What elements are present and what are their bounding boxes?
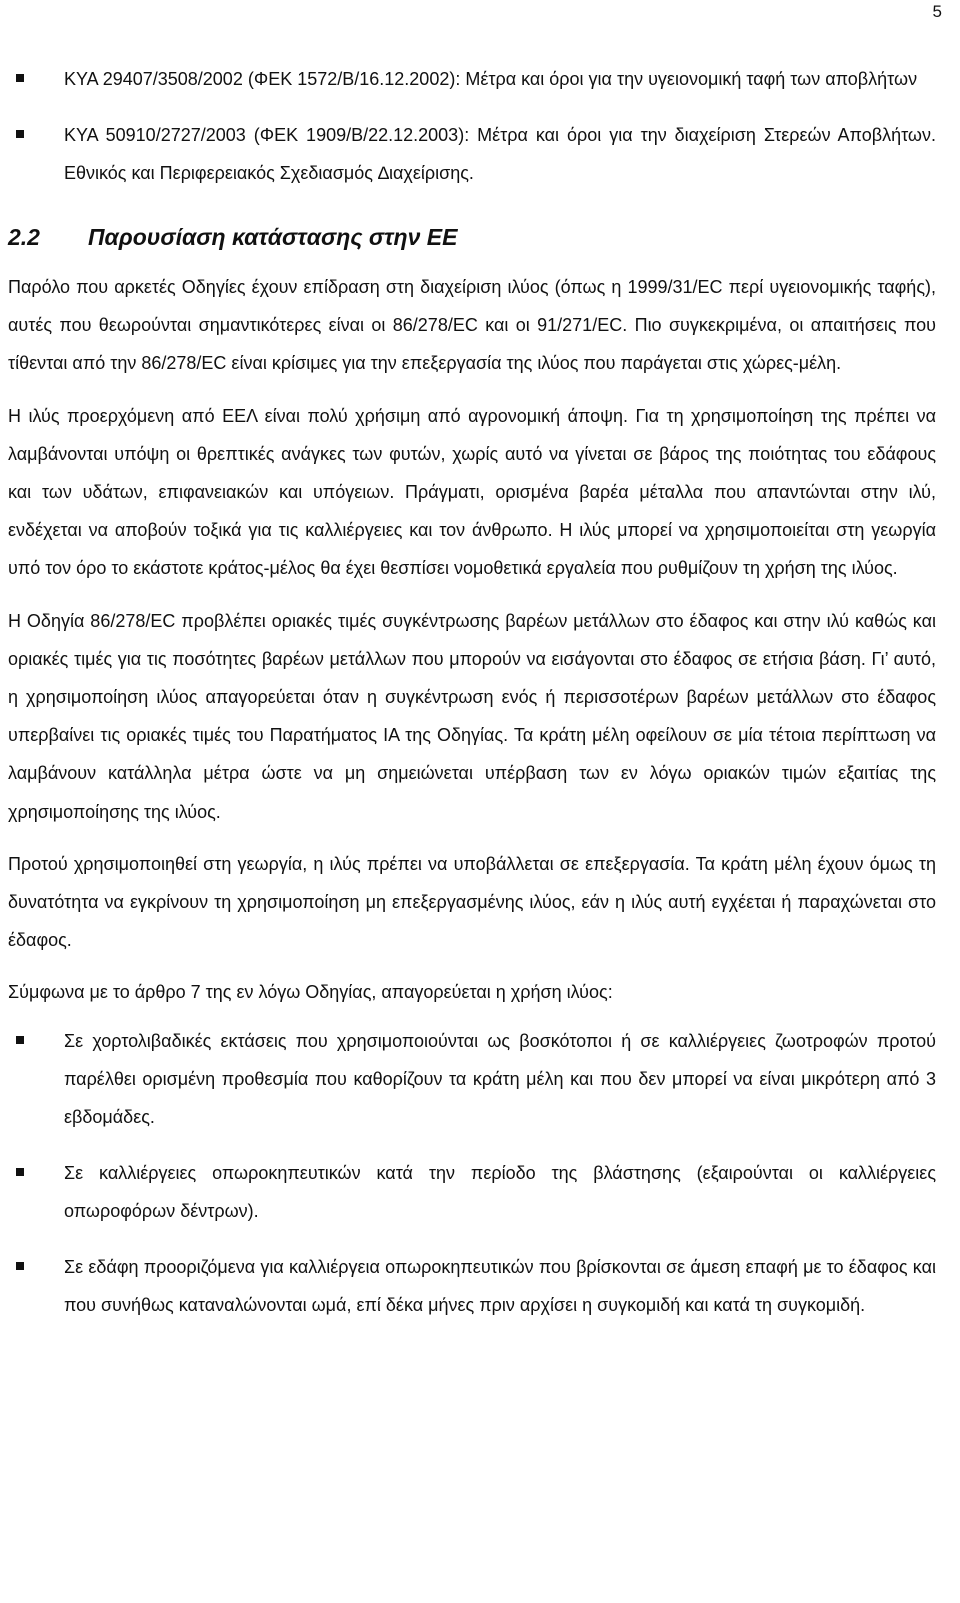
- list-item-text: Σε καλλιέργειες οπωροκηπευτικών κατά την περίοδο της βλάστησης (εξαιρούνται οι καλλιέργειες οπωροφόρων δέντρων).: [64, 1162, 936, 1221]
- square-bullet-icon: [16, 1036, 24, 1044]
- prohibition-list: [8, 1022, 936, 1324]
- square-bullet-icon: [16, 1168, 24, 1176]
- paragraph: Σύμφωνα με το άρθρο 7 της εν λόγω Οδηγίας, απαγορεύεται η χρήση ιλύος:: [8, 982, 613, 1003]
- list-item: [8, 60, 936, 98]
- list-item: [8, 1022, 936, 1136]
- legislation-list: [8, 60, 936, 192]
- list-item: [8, 1154, 936, 1230]
- square-bullet-icon: [16, 1262, 24, 1270]
- square-bullet-icon: [16, 74, 24, 82]
- page-number: 5: [932, 2, 942, 21]
- list-item-text: Σε χορτολιβαδικές εκτάσεις που χρησιμοποιούνται ως βοσκότοποι ή σε καλλιέργειες ζωοτροφών προτού παρέλθει ορισμένη προθεσμία που καθορίζουν τα κράτη μέλη και που δεν μπορεί να είναι μικρότερη από 3 εβδομάδες.: [64, 1030, 936, 1127]
- section-number: 2.2: [8, 224, 40, 250]
- document-body: [8, 60, 936, 1330]
- section-title: Παρουσίαση κατάστασης στην ΕΕ: [88, 224, 458, 250]
- list-item-text: ΚΥΑ 29407/3508/2002 (ΦΕΚ 1572/Β/16.12.2002): Μέτρα και όροι για την υγειονομική ταφή των αποβλήτων: [64, 69, 918, 89]
- paragraph: Η Οδηγία 86/278/ΕC προβλέπει οριακές τιμές συγκέντρωσης βαρέων μετάλλων στο έδαφος και στην ιλύ καθώς και οριακές τιμές για τις ποσότητες βαρέων μετάλλων που μπορούν να εισάγονται στο έδαφος σε ετήσια βάση. Γι’ αυτό, η χρησιμοποίηση ιλύος απαγορεύεται όταν η συγκέντρωση ενός ή περισσοτέρων βαρέων μετάλλων στο έδαφος υπερβαίνει τις οριακές τιμές του Παρατήματος ΙΑ της Οδηγίας. Τα κράτη μέλη οφείλουν σε μία τέτοια περίπτωση να λαμβάνουν κατάλληλα μέτρα ώστε να μη σημειώνεται υπέρβαση των εν λόγω οριακών τιμών εξαιτίας της χρησιμοποίησης της ιλύος.: [8, 610, 936, 822]
- list-item-text: ΚΥΑ 50910/2727/2003 (ΦΕΚ 1909/Β/22.12.2003): Μέτρα και όροι για την διαχείριση Στερεών Αποβλήτων. Εθνικός και Περιφερειακός Σχεδιασμός ∆ιαχείρισης.: [64, 125, 936, 183]
- list-item: [8, 1248, 936, 1324]
- list-item-text: Σε εδάφη προοριζόμενα για καλλιέργεια οπωροκηπευτικών που βρίσκονται σε άμεση επαφή με το έδαφος και που συνήθως καταναλώνονται ωμά, επί δέκα μήνες πριν αρχίσει η συγκομιδή και κατά τη συγκομιδή.: [64, 1256, 936, 1315]
- square-bullet-icon: [16, 130, 24, 138]
- paragraph: Παρόλο που αρκετές Οδηγίες έχουν επίδραση στη διαχείριση ιλύος (όπως η 1999/31/ΕC περί υγειονομικής ταφής), αυτές που θεωρούνται σημαντικότερες είναι οι 86/278/ΕC και οι 91/271/ΕC. Πιο συγκεκριμένα, οι απαιτήσεις που τίθενται από την 86/278/ΕC είναι κρίσιμες για την επεξεργασία της ιλύος που παράγεται στις χώρες-μέλη.: [8, 277, 936, 374]
- paragraph: Η ιλύς προερχόμενη από ΕΕΛ είναι πολύ χρήσιμη από αγρονομική άποψη. Για τη χρησιμοποίηση της πρέπει να λαμβάνονται υπόψη οι θρεπτικές ανάγκες των φυτών, χωρίς αυτό να γίνεται σε βάρος της ποιότητας του εδάφους και των υδάτων, επιφανειακών και υπόγειων. Πράγματι, ορισμένα βαρέα μέταλλα που απαντώνται στην ιλύ, ενδέχεται να αποβούν τοξικά για τις καλλιέργειες και τον άνθρωπο. Η ιλύς μπορεί να χρησιμοποιείται στη γεωργία υπό τον όρο το εκάστοτε κράτος-μέλος θα έχει θεσπίσει νομοθετικά εργαλεία που ρυθμίζουν τη χρήση της ιλύος.: [8, 405, 936, 579]
- paragraph: Προτού χρησιμοποιηθεί στη γεωργία, η ιλύς πρέπει να υποβάλλεται σε επεξεργασία. Τα κράτη μέλη έχουν όμως τη δυνατότητα να εγκρίνουν τη χρησιμοποίηση μη επεξεργασμένης ιλύος, εάν η ιλύς αυτή εγχέεται ή παραχώνεται στο έδαφος.: [8, 853, 936, 951]
- list-item: [8, 116, 936, 192]
- section-heading: [8, 218, 936, 254]
